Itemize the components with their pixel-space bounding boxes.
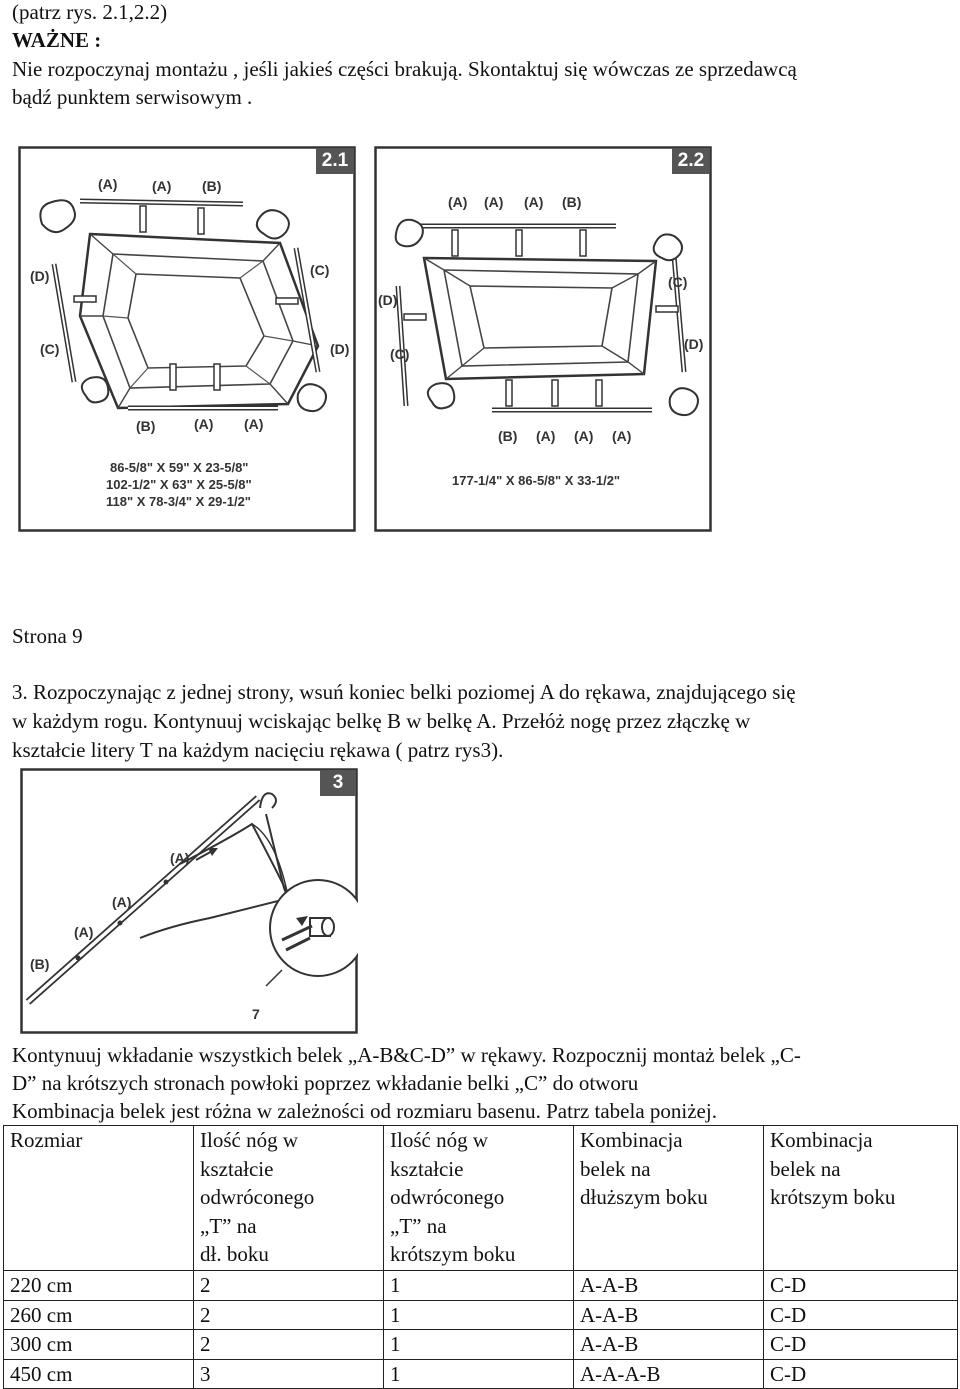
header-size: Rozmiar	[4, 1126, 194, 1271]
label-bottom-4: (A)	[612, 428, 632, 444]
label-b: (B)	[30, 956, 50, 972]
dimension-1: 86-5/8" X 59" X 23-5/8"	[110, 460, 249, 475]
step3-line-2: w każdym rogu. Kontynuuj wciskając belkę B w belkę A. Przełóż nogę przez złączkę w	[12, 709, 751, 733]
cell-combo-short: C-D	[764, 1359, 958, 1389]
label-right-1: (C)	[668, 274, 688, 290]
cell-size: 220 cm	[4, 1271, 194, 1301]
table-header-row	[4, 1126, 958, 1271]
label-bottom-3: (A)	[244, 416, 264, 432]
cell-legs-short: 1	[384, 1330, 574, 1360]
cell-combo-short: C-D	[764, 1300, 958, 1330]
header-combination-short: Kombinacja belek na krótszym boku	[764, 1126, 958, 1271]
warning-title: WAŻNE :	[12, 28, 102, 52]
cell-combo-short: C-D	[764, 1271, 958, 1301]
dimension-2: 102-1/2" X 63" X 25-5/8"	[106, 477, 252, 492]
label-top-2: (A)	[484, 194, 504, 210]
label-bottom-1: (B)	[498, 428, 518, 444]
figure-3	[20, 768, 358, 1034]
label-left-2: (C)	[40, 341, 60, 357]
figure-number-2-1: 2.1	[316, 148, 354, 174]
label-top-1: (A)	[448, 194, 468, 210]
figure-number-3: 3	[320, 770, 356, 796]
step3-line-3: kształcie litery T na każdym nacięciu rękawa ( patrz rys3).	[12, 738, 504, 762]
label-a-3: (A)	[74, 924, 94, 940]
cell-combo-long: A-A-B	[574, 1300, 764, 1330]
figure-2-2	[374, 146, 712, 532]
label-top-3: (A)	[524, 194, 544, 210]
warning-line-1: Nie rozpoczynaj montażu , jeśli jakieś części brakują. Skontaktuj się wówczas ze sprzedawcą	[12, 57, 797, 81]
cell-legs-short: 1	[384, 1271, 574, 1301]
table-row	[4, 1359, 958, 1389]
cell-legs-short: 1	[384, 1300, 574, 1330]
figure-number-2-2: 2.2	[672, 148, 710, 174]
reference-note: (patrz rys. 2.1,2.2)	[12, 0, 168, 24]
label-a-2: (A)	[112, 894, 132, 910]
dimension-3: 118" X 78-3/4" X 29-1/2"	[106, 494, 251, 509]
dimension-1: 177-1/4" X 86-5/8" X 33-1/2"	[452, 473, 621, 488]
beam-combination-table	[3, 1125, 958, 1389]
callout-number: 7	[252, 1006, 260, 1022]
label-left-2: (C)	[390, 346, 410, 362]
label-right-2: (D)	[330, 341, 350, 357]
continue-line-2: D” na krótszych stronach powłoki poprzez wkładanie belki „C” do otworu	[12, 1071, 639, 1095]
cell-legs-long: 2	[194, 1300, 384, 1330]
label-left-1: (D)	[378, 292, 398, 308]
label-bottom-3: (A)	[574, 428, 594, 444]
continue-line-3: Kombinacja belek jest różna w zależności od rozmiaru basenu. Patrz tabela poniżej.	[12, 1099, 717, 1123]
table-row	[4, 1300, 958, 1330]
label-top-4: (B)	[562, 194, 582, 210]
cell-legs-long: 3	[194, 1359, 384, 1389]
header-legs-short-side: Ilość nóg w kształcie odwróconego „T” na krótszym boku	[384, 1126, 574, 1271]
figure-2-1	[18, 146, 356, 532]
label-right-2: (D)	[684, 336, 704, 352]
label-left-1: (D)	[30, 268, 50, 284]
warning-line-2: bądź punktem serwisowym .	[12, 85, 253, 109]
cell-size: 300 cm	[4, 1330, 194, 1360]
cell-legs-short: 1	[384, 1359, 574, 1389]
step3-line-1: 3. Rozpoczynając z jednej strony, wsuń koniec belki poziomej A do rękawa, znajdującego się	[12, 680, 796, 704]
label-top-1: (A)	[98, 176, 118, 192]
cell-combo-long: A-A-B	[574, 1271, 764, 1301]
leg-insertion-diagram	[20, 768, 358, 1034]
header-legs-long-side: Ilość nóg w kształcie odwróconego „T” na dł. boku	[194, 1126, 384, 1271]
header-combination-long: Kombinacja belek na dłuższym boku	[574, 1126, 764, 1271]
label-bottom-1: (B)	[136, 418, 156, 434]
cell-size: 450 cm	[4, 1359, 194, 1389]
cell-combo-short: C-D	[764, 1330, 958, 1360]
continue-line-1: Kontynuuj wkładanie wszystkich belek „A-B&C-D” w rękawy. Rozpocznij montaż belek „C-	[12, 1043, 801, 1067]
label-top-3: (B)	[202, 178, 222, 194]
label-top-2: (A)	[152, 178, 172, 194]
cell-combo-long: A-A-A-B	[574, 1359, 764, 1389]
cell-legs-long: 2	[194, 1271, 384, 1301]
label-right-1: (C)	[310, 262, 330, 278]
cell-legs-long: 2	[194, 1330, 384, 1360]
label-bottom-2: (A)	[536, 428, 556, 444]
table-row	[4, 1330, 958, 1360]
table-row	[4, 1271, 958, 1301]
page-label: Strona 9	[12, 624, 83, 648]
label-a-1: (A)	[170, 850, 190, 866]
cell-combo-long: A-A-B	[574, 1330, 764, 1360]
cell-size: 260 cm	[4, 1300, 194, 1330]
label-bottom-2: (A)	[194, 416, 214, 432]
